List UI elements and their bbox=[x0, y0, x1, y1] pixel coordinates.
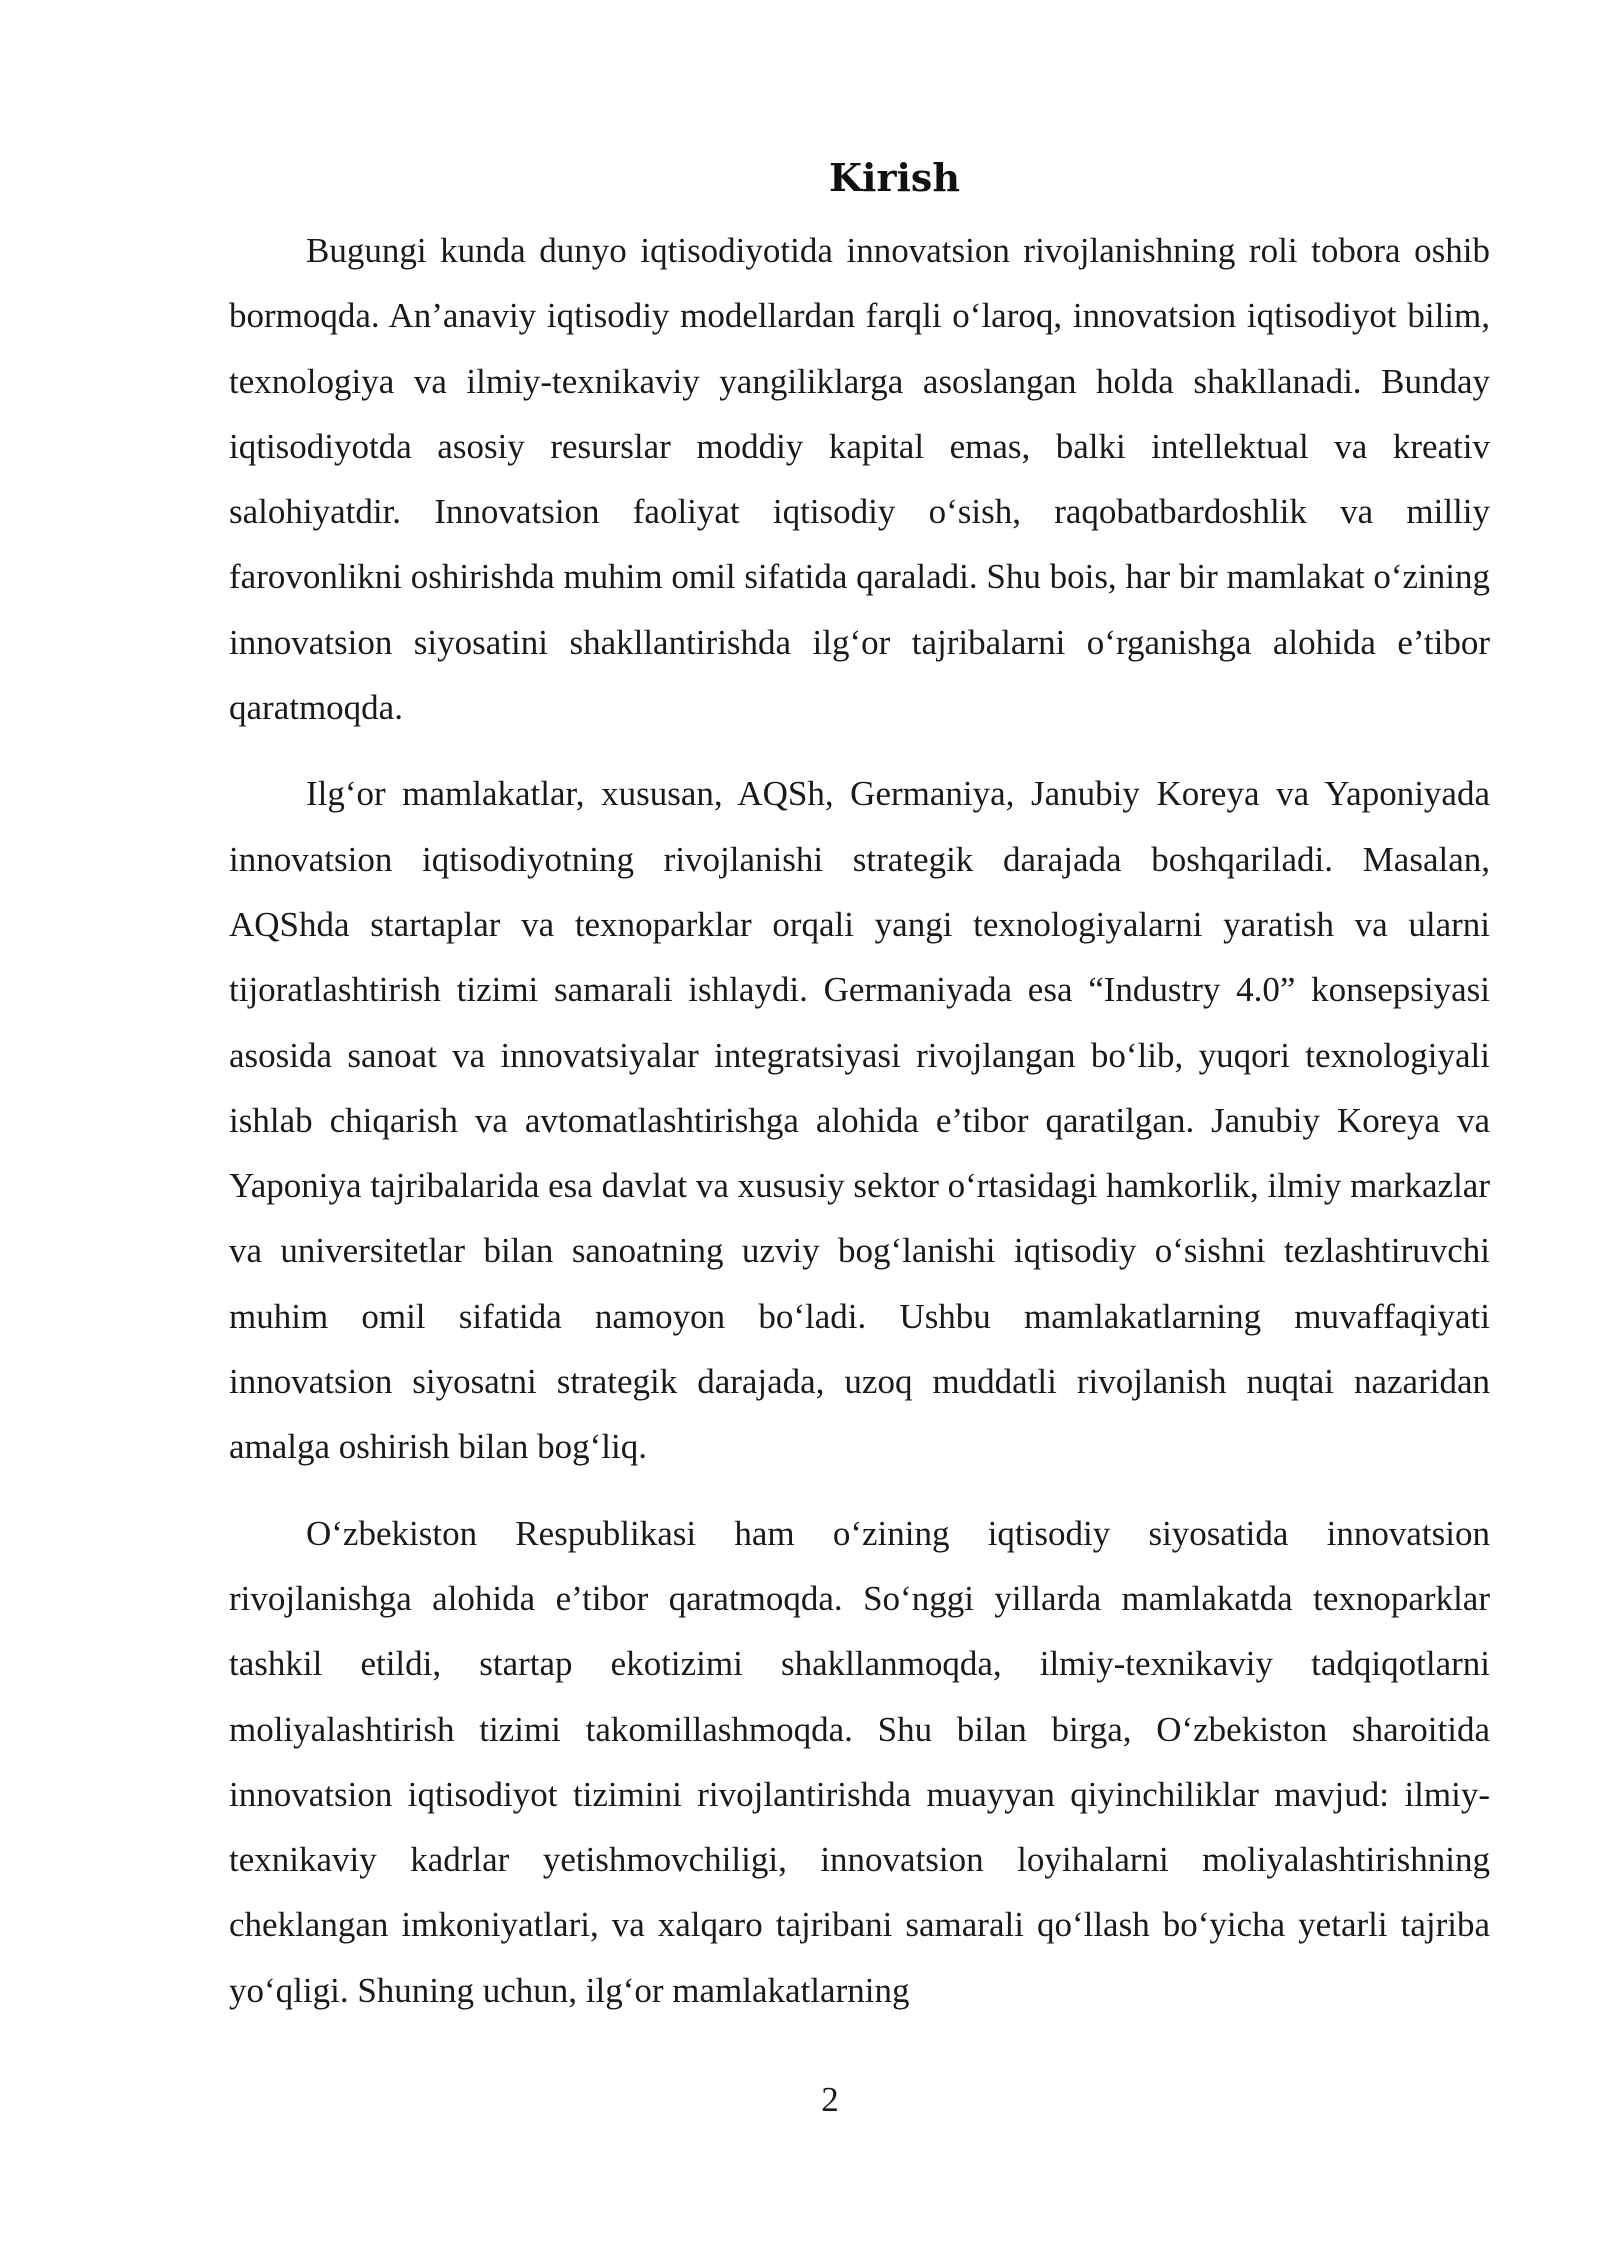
paragraph-1: Bugungi kunda dunyo iqtisodiyotida innovatsion rivojlanishning roli tobora oshib bormoqda. An’anaviy iqtisodiy modellardan farqli o‘laroq, innovatsion iqtisodiyot bilim, texnologiya va ilmiy-texnikaviy yangiliklarga asoslangan holda shakllanadi. Bunday iqtisodiyotda asosiy resurslar moddiy kapital emas, balki intellektual va kreativ salohiyatdir. Innovatsion faoliyat iqtisodiy o‘sish, raqobatbardoshlik va milliy farovonlikni oshirishda muhim omil sifatida qaraladi. Shu bois, har bir mamlakat o‘zining innovatsion siyosatini shakllantirishda ilg‘or tajribalarni o‘rganishga alohida e’tibor qaratmoqda. bbox=[229, 231, 1490, 728]
paragraph-2: Ilg‘or mamlakatlar, xususan, AQSh, Germaniya, Janubiy Koreya va Yaponiyada innovatsion iqtisodiyotning rivojlanishi strategik darajada boshqariladi. Masalan, AQShda startaplar va texnoparklar orqali yangi texnologiyalarni yaratish va ularni tijoratlashtirish tizimi samarali ishlaydi. Germaniyada esa “Industry 4.0” konsepsiyasi asosida sanoat va innovatsiyalar integratsiyasi rivojlangan bo‘lib, yuqori texnologiyali ishlab chiqarish va avtomatlashtirishga alohida e’tibor qaratilgan. Janubiy Koreya va Yaponiya tajribalarida esa davlat va xususiy sektor o‘rtasidagi hamkorlik, ilmiy markazlar va universitetlar bilan sanoatning uzviy bog‘lanishi iqtisodiy o‘sishni tezlashtiruvchi muhim omil sifatida namoyon bo‘ladi. Ushbu mamlakatlarning muvaffaqiyati innovatsion siyosatni strategik darajada, uzoq muddatli rivojlanish nuqtai nazaridan amalga oshirish bilan bog‘liq. bbox=[229, 774, 1490, 1467]
paragraph-3: O‘zbekiston Respublikasi ham o‘zining iqtisodiy siyosatida innovatsion rivojlanishga alohida e’tibor qaratmoqda. So‘nggi yillarda mamlakatda texnoparklar tashkil etildi, startap ekotizimi shakllanmoqda, ilmiy-texnikaviy tadqiqotlarni moliyalashtirish tizimi takomillashmoqda. Shu bilan birga, O‘zbekiston sharoitida innovatsion iqtisodiyot tizimini rivojlantirishda muayyan qiyinchiliklar mavjud: ilmiy-texnikaviy kadrlar yetishmovchiligi, innovatsion loyihalarni moliyalashtirishning cheklangan imkoniyatlari, va xalqaro tajribani samarali qo‘llash bo‘yicha yetarli tajriba yo‘qligi. Shuning uchun, ilg‘or mamlakatlarning bbox=[229, 1513, 1490, 2010]
page-number: 2 bbox=[821, 2080, 839, 2119]
page-content bbox=[229, 146, 1490, 2044]
section-title: Kirish bbox=[829, 155, 960, 200]
